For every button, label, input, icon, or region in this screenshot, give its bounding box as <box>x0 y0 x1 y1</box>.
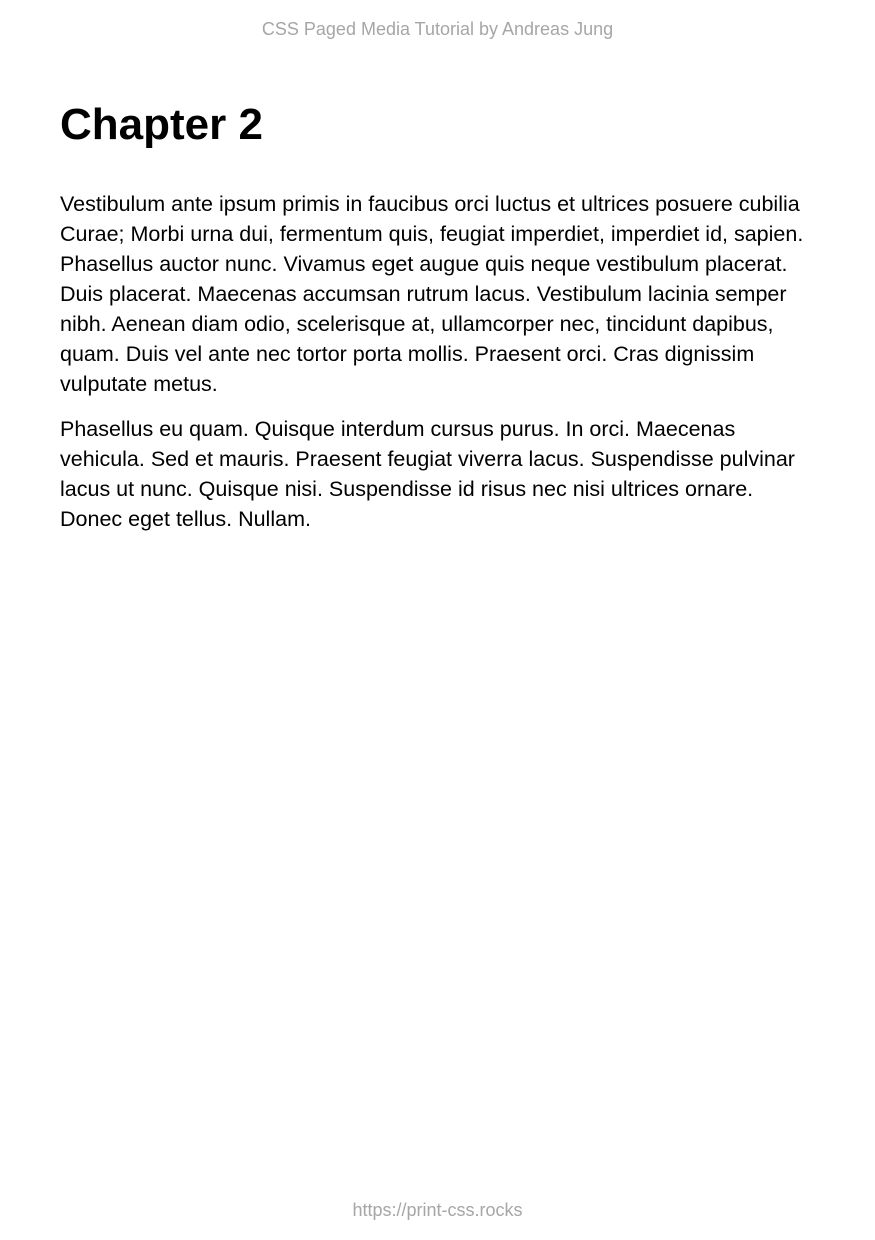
paragraph: Phasellus eu quam. Quisque interdum cursus purus. In orci. Maecenas vehicula. Sed et mauris. Praesent feugiat viverra lacus. Suspendisse pulvinar lacus ut nunc. Quisque nisi. Suspendisse id risus nec nisi ultrices ornare. Donec eget tellus. Nullam. <box>60 417 795 531</box>
chapter-title: Chapter 2 <box>60 100 263 149</box>
chapter-body <box>60 189 810 549</box>
running-header: CSS Paged Media Tutorial by Andreas Jung <box>261 19 614 39</box>
paragraph: Vestibulum ante ipsum primis in faucibus orci luctus et ultrices posuere cubilia Curae; Morbi urna dui, fermentum quis, feugiat imperdiet, imperdiet id, sapien. Phasellus auctor nunc. Vivamus eget augue quis neque vestibulum placerat. Duis placerat. Maecenas accumsan rutrum lacus. Vestibulum lacinia semper nibh. Aenean diam odio, scelerisque at, ullamcorper nec, tincidunt dapibus, quam. Duis vel ante nec tortor porta mollis. Praesent orci. Cras dignissim vulputate metus. <box>60 192 804 396</box>
running-footer-url: https://print-css.rocks <box>352 1200 523 1220</box>
